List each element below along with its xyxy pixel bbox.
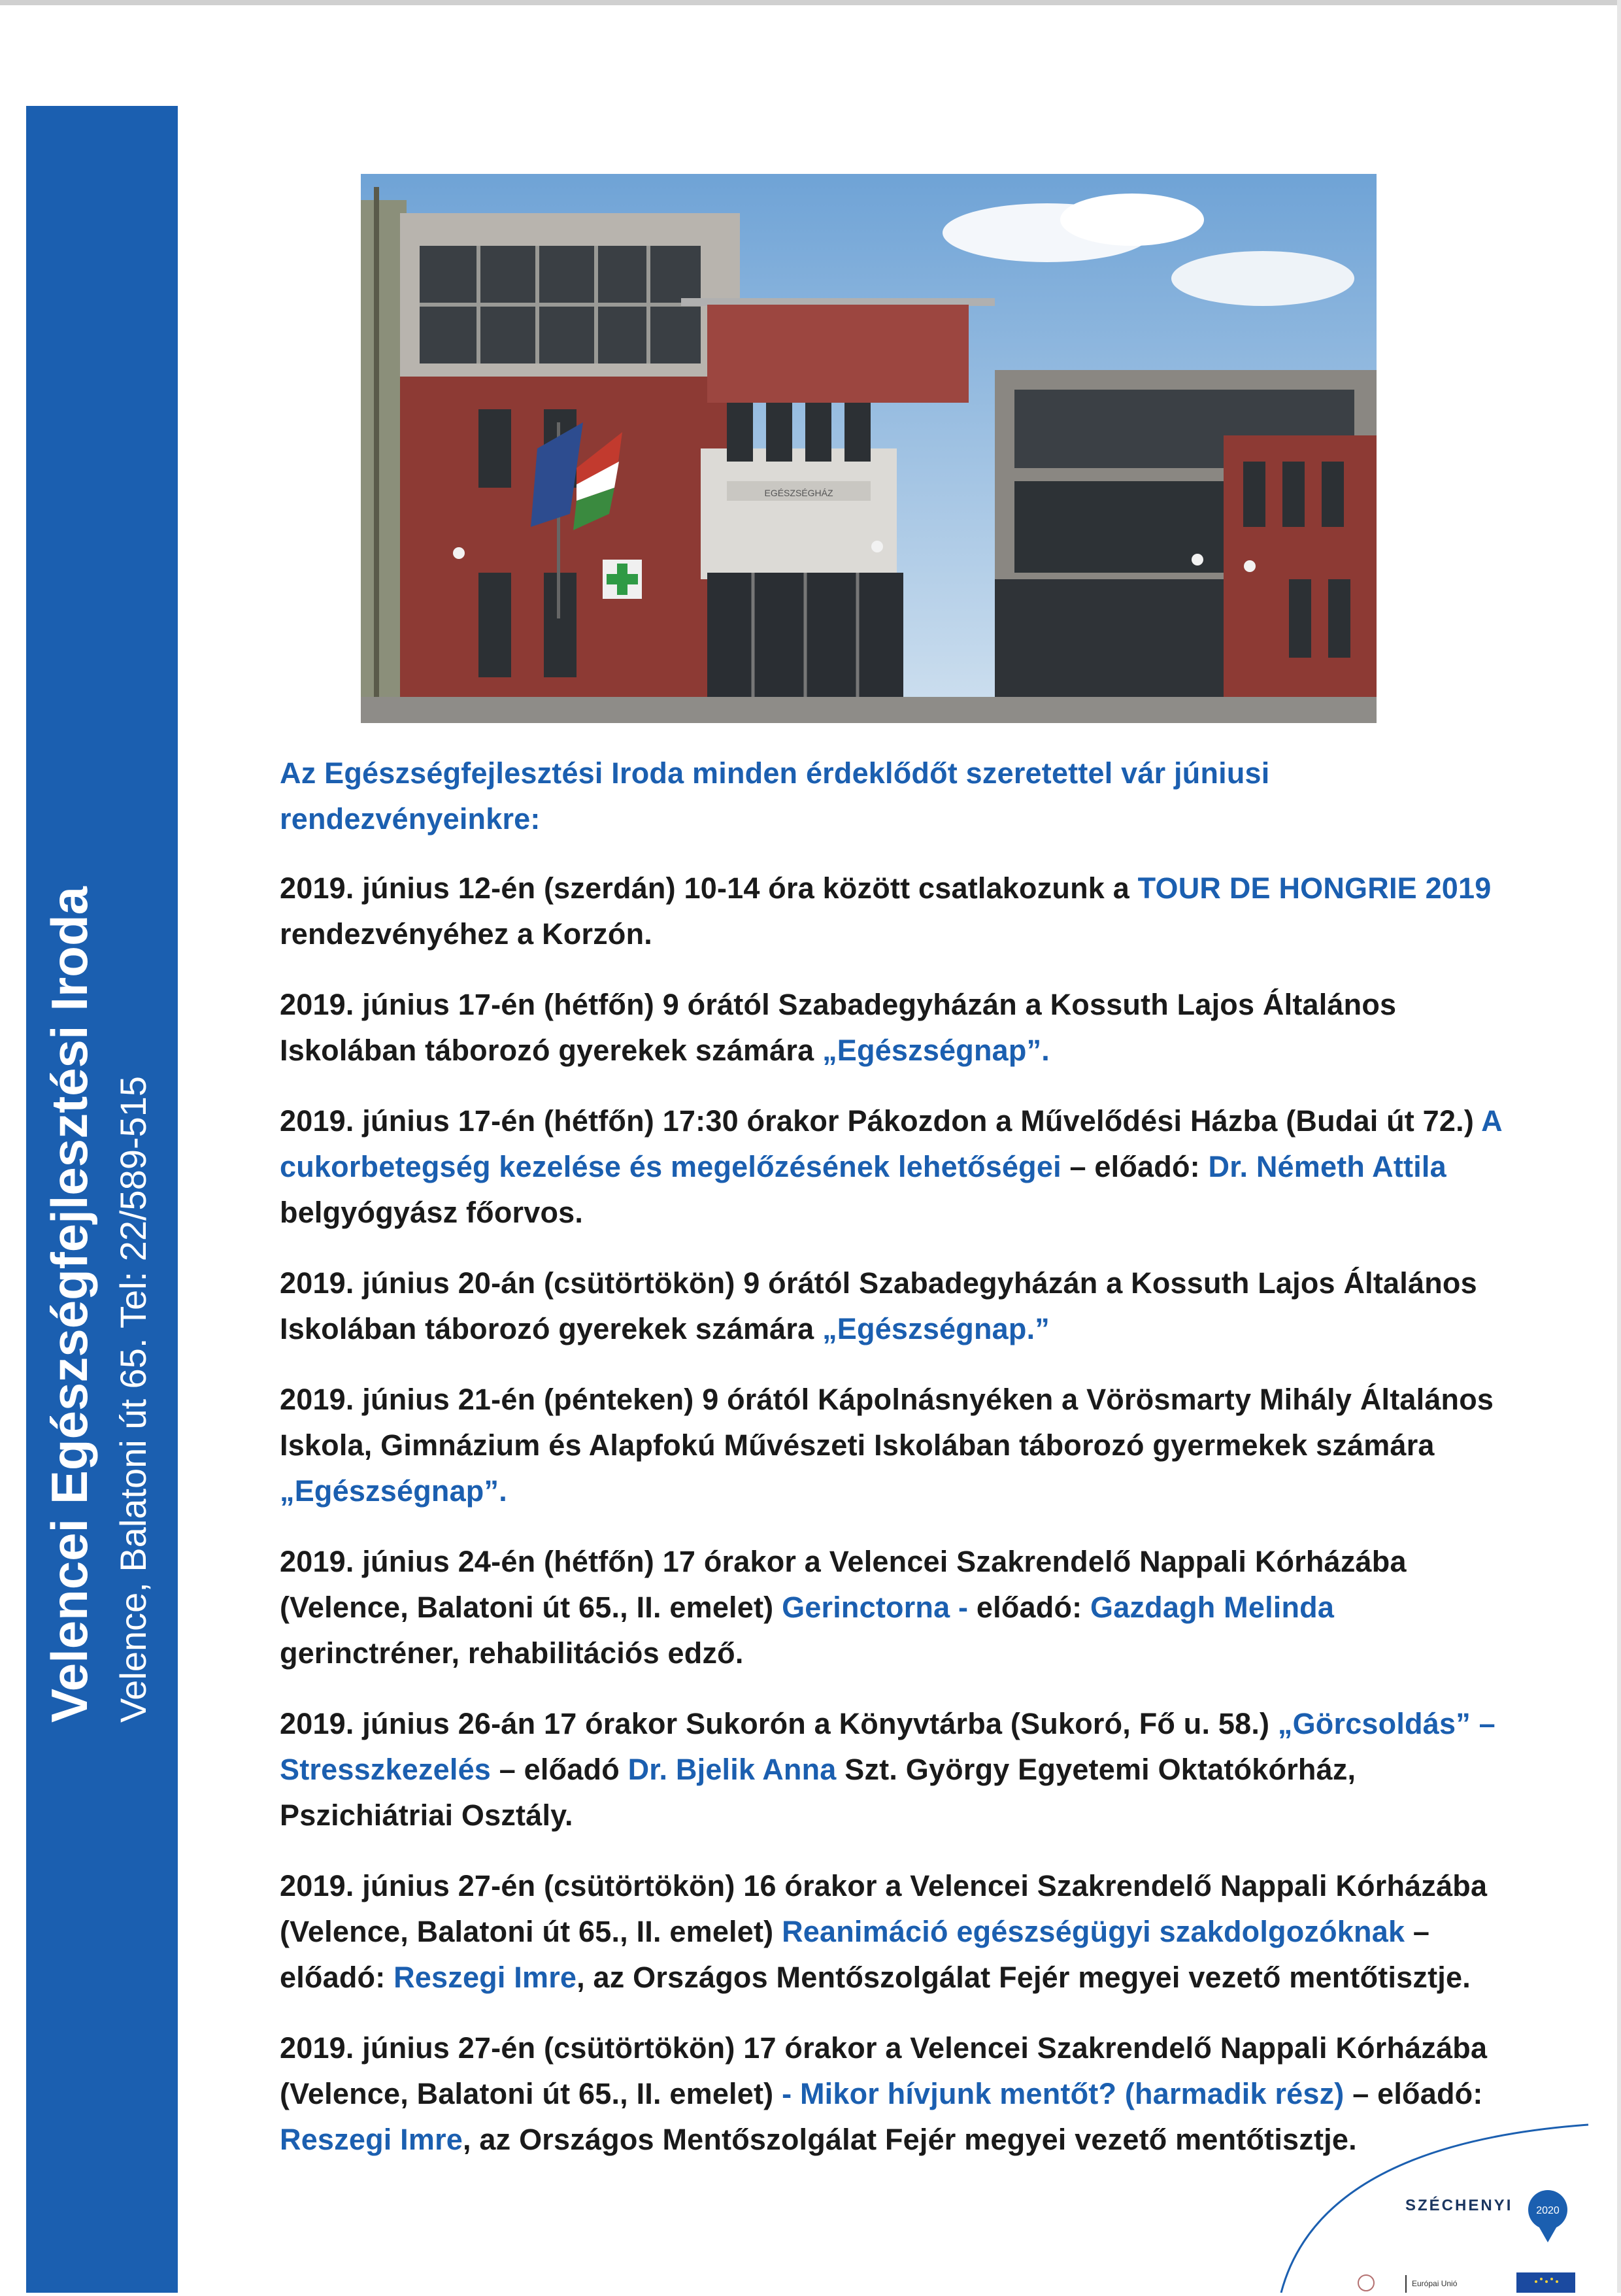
event-text: , az Országos Mentőszolgálat Fejér megyei vezető mentőtisztje.: [577, 1961, 1471, 1994]
event-text: rendezvényéhez a Korzón.: [280, 917, 652, 951]
page-top-edge: [0, 0, 1621, 5]
event-text: 2019. június 12-én (szerdán) 10-14 óra között csatlakozunk a: [280, 871, 1138, 905]
intro-text: Az Egészségfejlesztési Iroda minden érdeklődőt szeretettel vár júniusi rendezvényeinkre:: [280, 756, 1270, 836]
event-text: 2019. június 17-én (hétfőn) 9 órától Szabadegyházán a Kossuth Lajos Általános Iskolában táborozó gyerekek számára: [280, 988, 1397, 1067]
event-text: – előadó:: [1344, 2077, 1483, 2110]
eu-logo-text: Európai Unió: [1412, 2279, 1458, 2288]
event-item: [280, 1863, 1502, 2001]
event-highlight: - Mikor hívjunk mentőt? (harmadik rész): [782, 2077, 1345, 2110]
speaker-name: Gazdagh Melinda: [1090, 1591, 1335, 1624]
banner-title: Velencei Egészségfejlesztési Iroda: [41, 886, 98, 1723]
event-text: – előadó:: [1061, 1150, 1209, 1183]
event-item: [280, 866, 1502, 957]
event-highlight: „Egészségnap”.: [822, 1034, 1050, 1067]
event-text: 2019. június 21-én (pénteken) 9 órától Kápolnásnyéken a Vörösmarty Mihály Általános Iskola, Gimnázium és Alapfokú Művészeti Iskolában táborozó gyermekek számára: [280, 1383, 1494, 1462]
event-text: előadó:: [968, 1591, 1091, 1624]
banner-subtitle: Velence, Balatoni út 65. Tel: 22/589-515: [112, 1075, 154, 1723]
event-text: Szt. György Egyetemi Oktatókórház, Pszichiátriai Osztály.: [280, 1753, 1356, 1832]
event-highlight: „Egészségnap”.: [280, 1474, 507, 1508]
event-text: 2019. június 20-án (csütörtökön) 9 órától Szabadegyházán a Kossuth Lajos Általános Iskolában táborozó gyerekek számára: [280, 1266, 1477, 1345]
szechenyi-year: 2020: [1536, 2205, 1560, 2216]
event-text: 2019. június 27-én (csütörtökön) 17 órakor a Velencei Szakrendelő Nappali Kórházába (Velence, Balatoni út 65., II. emelet): [280, 2031, 1488, 2110]
szechenyi-logo-text: SZÉCHENYI: [1405, 2197, 1513, 2214]
speaker-name: Reszegi Imre: [393, 1961, 577, 1994]
szechenyi-arc: [1242, 2085, 1608, 2293]
building-photo: [361, 174, 1377, 723]
event-text: 2019. június 26-án 17 órakor Sukorón a Könyvtárba (Sukoró, Fő u. 58.): [280, 1707, 1278, 1740]
event-list: [280, 751, 1502, 2187]
event-text: 2019. június 27-én (csütörtökön) 16 órakor a Velencei Szakrendelő Nappali Kórházába (Velence, Balatoni út 65., II. emelet): [280, 1869, 1488, 1948]
event-text: – előadó:: [280, 1915, 1430, 1994]
event-highlight: Reanimáció egészségügyi szakdolgozóknak: [782, 1915, 1405, 1948]
event-item: [280, 1377, 1502, 1514]
event-text: , az Országos Mentőszolgálat Fejér megyei vezető mentőtisztje.: [463, 2123, 1357, 2156]
event-highlight: „Egészségnap.”: [822, 1312, 1050, 1345]
speaker-name: Reszegi Imre: [280, 2123, 463, 2156]
speaker-name: Dr. Bjelik Anna: [627, 1753, 837, 1786]
building-sign: EGÉSZSÉGHÁZ: [764, 488, 833, 498]
event-item: [280, 1260, 1502, 1352]
speaker-name: Dr. Németh Attila: [1208, 1150, 1446, 1183]
event-item: [280, 1701, 1502, 1838]
page-right-edge: [1617, 0, 1621, 2293]
event-highlight: A cukorbetegség kezelése és megelőzésének lehetőségei: [280, 1104, 1502, 1183]
event-text: – előadó: [491, 1753, 628, 1786]
event-highlight: Gerinctorna -: [782, 1591, 969, 1624]
event-text: 2019. június 24-én (hétfőn) 17 órakor a Velencei Szakrendelő Nappali Kórházába (Velence, Balatoni út 65., II. emelet): [280, 1545, 1407, 1624]
event-highlight: TOUR DE HONGRIE 2019: [1137, 871, 1492, 905]
event-item: [280, 1098, 1502, 1236]
sponsor-logos: [1242, 2085, 1608, 2293]
event-text: gerinctréner, rehabilitációs edző.: [280, 1636, 744, 1670]
banner-text: [35, 775, 169, 1723]
event-highlight: „Görcsoldás” –Stresszkezelés: [280, 1707, 1496, 1786]
event-item: [280, 982, 1502, 1073]
event-item: [280, 1539, 1502, 1676]
event-text: belgyógyász főorvos.: [280, 1196, 584, 1229]
event-text: 2019. június 17-én (hétfőn) 17:30 órakor Pákozdon a Művelődési Házba (Budai út 72.): [280, 1104, 1482, 1138]
